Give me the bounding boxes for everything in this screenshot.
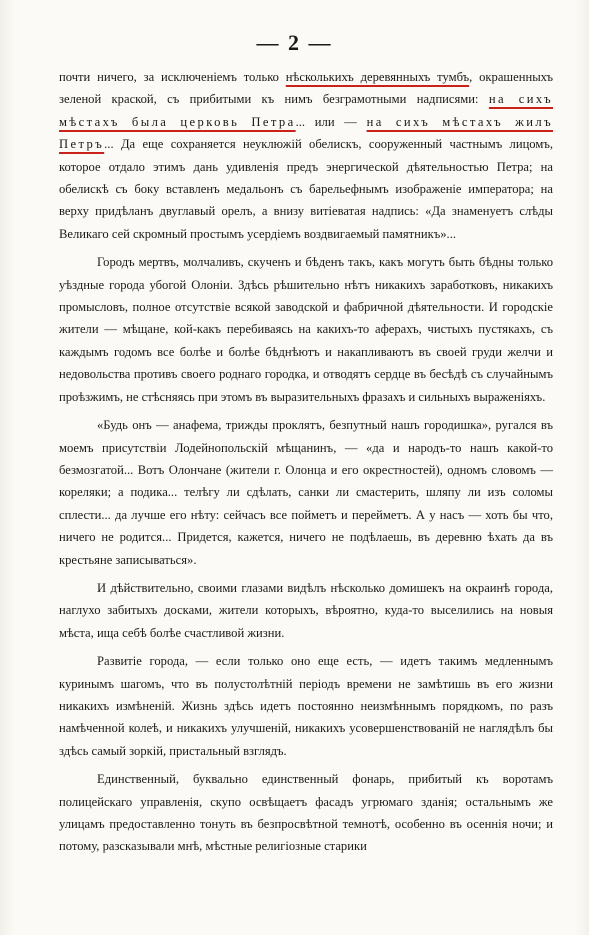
underlined-phrase-1: нѣсколькихъ деревянныхъ тумбъ	[285, 70, 470, 84]
paragraph-5: Развитіе города, — если только оно еще есть, — идетъ такимъ медленнымъ куринымъ шагомъ, что въ полустолѣтній періодъ времени не замѣтишь въ его жизни никакихъ измѣненій. Жизнь здѣсь идетъ постоянно неизмѣннымъ порядкомъ, по разъ намѣченной колеѣ, и никакихъ улучшеній, никакихъ усовершенствованій не наглядѣлъ бы здѣсь самый зоркій, пристальный взглядъ.	[59, 654, 553, 758]
underlined-phrase-3: на сихъ мѣстахъ жилъ Петръ	[59, 114, 553, 152]
paragraph-3: «Будь онъ — анафема, трижды проклятъ, безпутный нашъ городишка», ругался въ моемъ присутствіи Лодейнопольскій мѣщанинъ, — «да и народъ-то нашъ какой-то безмозгатой... Вотъ Олончане (жители г. Олонца и его окрестностей), одномъ словомъ — кореляки; а подика... телѣгу ли сдѣлать, санки ли смастерить, шляпу ли изъ соломы сплести... да лучше его нѣту: сейчасъ все пойметъ и перейметъ. А у насъ — хоть бы что, ничего не родится... Придется, кажется, ничего не подѣлаешь, въ деревню ѣхать да въ крестьяне записываться».	[59, 418, 553, 567]
paragraph-1	[59, 66, 553, 245]
p1-text-d: ... Да еще сохраняется неуклюжій обелискъ, сооруженный частнымъ лицомъ, которое отдало этимъ дань удивленія предъ энергической дѣятельностью Петра; на обелискѣ съ боку вставленъ медальонъ съ барельефнымъ изображеніе императора; на верху придѣланъ двуглавый орелъ, а внизу витіеватая надпись: «Да знаменуетъ слѣды Великаго сей скромный простымъ усердіемъ воздвигаемый памятникъ»...	[59, 137, 553, 241]
page-number: — 2 —	[256, 30, 333, 55]
p1-text-c: ... или —	[295, 114, 367, 129]
paragraph-6: Единственный, буквально единственный фонарь, прибитый къ воротамъ полицейскаго управленія, скупо освѣщаетъ фасадъ угрюмаго зданія; остальнымъ же улицамъ предоставленно тонуть въ безпросвѣтной темнотѣ, особенно въ осеннія ночи; и потому, разсказывали мнѣ, мѣстные религіозные старики	[59, 772, 553, 854]
p1-text-b: , окрашенныхъ зеленой краской, съ прибитыми къ нимъ безграмотными надписями:	[59, 70, 553, 107]
paragraph-2: Городъ мертвъ, молчаливъ, скученъ и бѣденъ такъ, какъ могутъ быть бѣдны только уѣздные города убогой Олоніи. Здѣсь рѣшительно нѣтъ никакихъ заработковъ, никакихъ промысловъ, полное отсутствіе всякой заводской и фабричной дѣятельности. И городскіе жители — мѣщане, кой-какъ перебиваясь на какихъ-то аферахъ, чистыхъ пустякахъ, съ каждымъ годомъ все болѣе и болѣе бѣднѣютъ и накапливаютъ въ своей груди желчи и недовольства противъ своего роднаго городка, и отводятъ сердце въ бесѣдѣ съ случайнымъ проѣзжимъ, не стѣсняясь при этомъ въ выразительныхъ фразахъ и сильныхъ выраженіяхъ.	[59, 255, 553, 404]
p1-text-a: почти ничего, за исключеніемъ только	[59, 70, 286, 84]
paragraph-4: И дѣйствительно, своими глазами видѣлъ нѣсколько домишекъ на окраинѣ города, наглухо забитыхъ досками, жители которыхъ, вѣроятно, куда-то выселились на новыя мѣста, ища себѣ болѣе счастливой жизни.	[59, 580, 553, 640]
body-text	[59, 66, 553, 858]
underlined-phrase-2: на сихъ мѣстахъ была церковь Петра	[59, 92, 553, 129]
